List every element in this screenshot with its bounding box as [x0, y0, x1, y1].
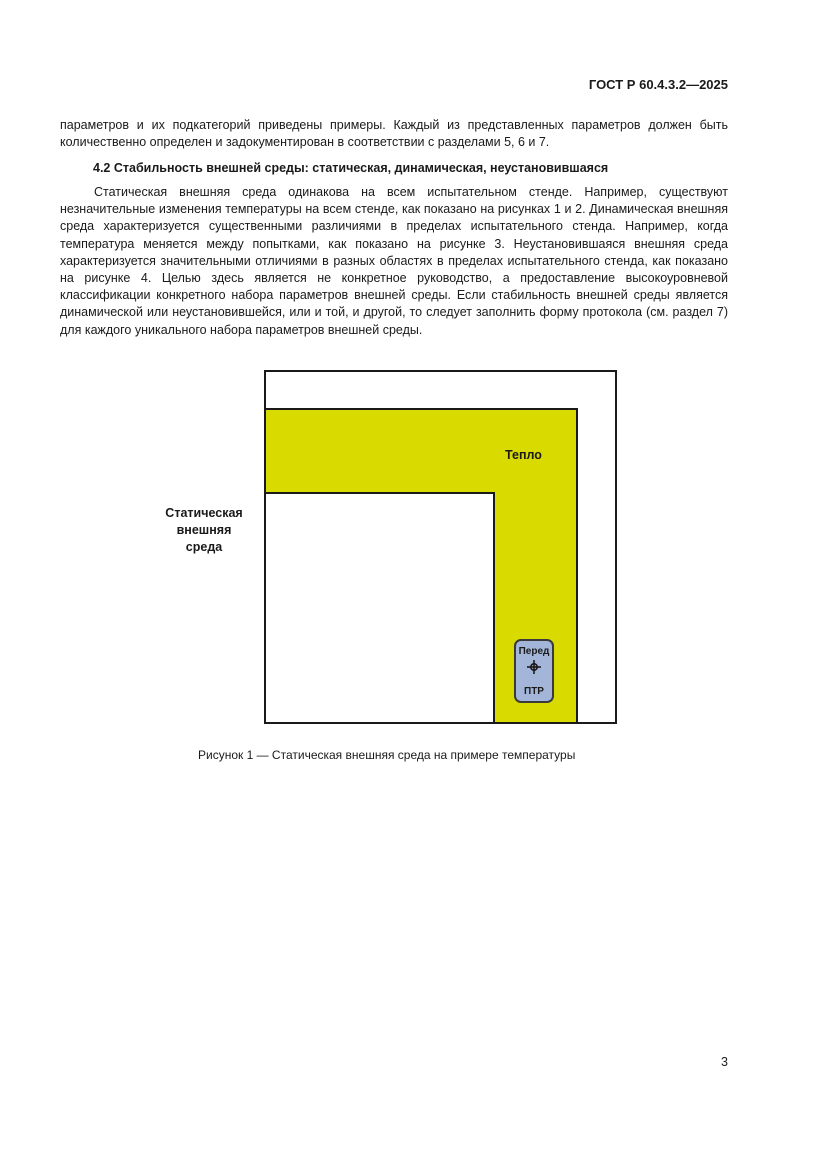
- static-environment-label: [158, 505, 250, 556]
- static-label-line: Статическая: [165, 506, 243, 520]
- static-zone: [265, 493, 494, 723]
- section-title: 4.2 Стабильность внешней среды: статическая, динамическая, неустановившаяся: [93, 161, 609, 175]
- robot-marker-bottom-label: ПТР: [524, 686, 544, 697]
- intro-paragraph: параметров и их подкатегорий приведены примеры. Каждый из представленных параметров должен быть количественно определен и задокументирован в соответствии с разделами 5, 6 и 7.: [60, 118, 728, 150]
- page-number: 3: [721, 1055, 728, 1069]
- crosshair-icon: [527, 660, 541, 674]
- heat-label: Тепло: [505, 448, 542, 462]
- static-label-line: внешняя: [176, 523, 232, 537]
- static-label-line: среда: [185, 540, 223, 554]
- figure-caption: Рисунок 1 — Статическая внешняя среда на примере температуры: [198, 748, 576, 762]
- robot-marker-top-label: Перед: [518, 646, 550, 657]
- section-body: Статическая внешняя среда одинакова на всем испытательном стенде. Например, существуют незначительные изменения температуры на всем стенде, как показано на рисунках 1 и 2. Динамическая внешняя среда характеризуется существенными различиями в пределах испытательного стенда. Например, когда температура меняется между попытками, как показано на рисунке 3. Неустановившаяся внешняя среда характеризуется значительными отличиями в разных областях в пределах испытательного стенда, как показано на рисунке 4. Целью здесь является не конкретное руководство, а предоставление высокоуровневой классификации конкретного набора параметров внешней среды. Если стабильность внешней среды является динамической или неустановившейся, или и той, и другой, то следует заполнить форму протокола (см. раздел 7) для каждого уникального набора параметров внешней среды.: [60, 185, 728, 337]
- robot-marker: [514, 639, 554, 703]
- document-code: ГОСТ Р 60.4.3.2—2025: [588, 77, 728, 92]
